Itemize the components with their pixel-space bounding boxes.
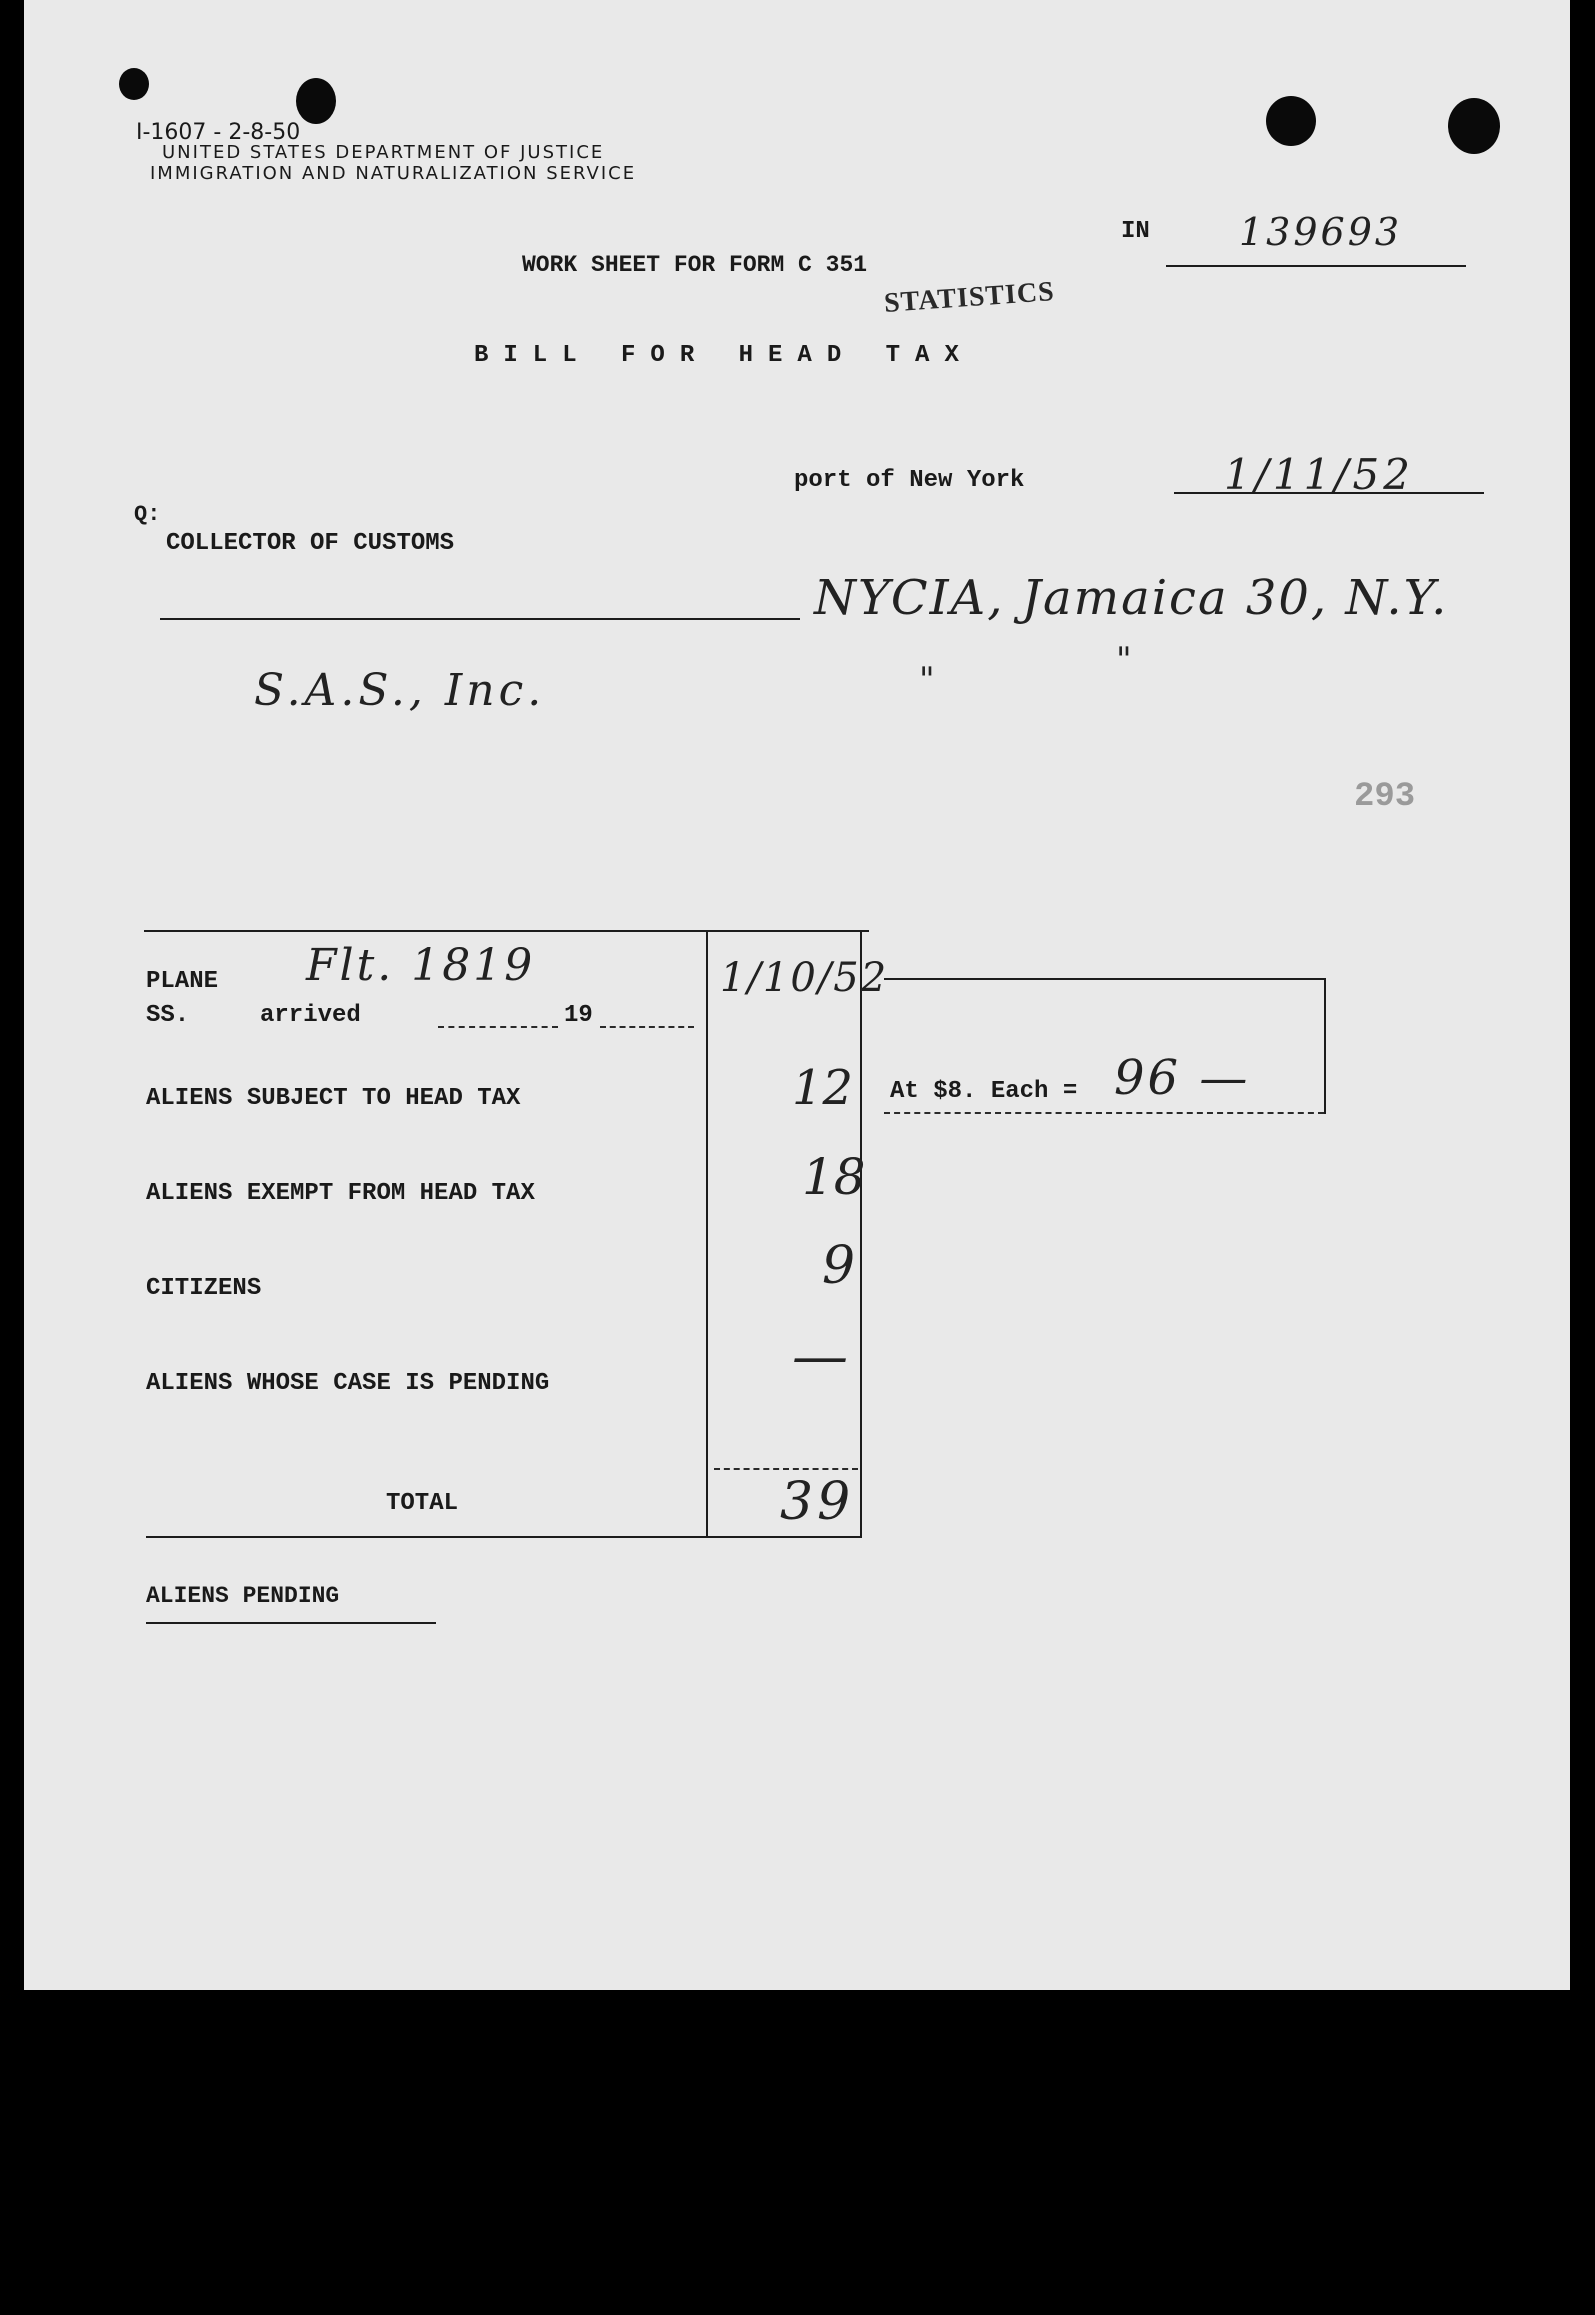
- address-line: [160, 618, 800, 620]
- in-number: 139693: [1239, 210, 1403, 254]
- in-underline: [1166, 265, 1466, 267]
- date-underline: [1174, 492, 1484, 494]
- year-blank: [600, 1026, 694, 1028]
- arrived-label: arrived: [260, 1002, 361, 1029]
- total-value: 39: [780, 1472, 855, 1532]
- punch-hole-right-2: [1448, 98, 1500, 154]
- page-number: 293: [1354, 778, 1416, 816]
- row-label-exempt: ALIENS EXEMPT FROM HEAD TAX: [146, 1180, 535, 1207]
- punch-hole-left-1: [119, 68, 149, 100]
- ditto-mark-1: ": [919, 660, 935, 700]
- plane-label: PLANE: [146, 968, 219, 995]
- row-label-subject: ALIENS SUBJECT TO HEAD TAX: [146, 1085, 521, 1112]
- to-label: Q:: [134, 502, 161, 527]
- port-label: port of New York: [794, 467, 1025, 494]
- total-separator: [714, 1468, 858, 1470]
- form-code: I-1607 - 2-8-50: [136, 120, 301, 145]
- arrived-blank: [438, 1026, 558, 1028]
- bill-date: 1/11/52: [1224, 450, 1414, 499]
- ss-label: SS.: [146, 1002, 190, 1029]
- tax-box-right: [1324, 978, 1326, 1114]
- collector-name: COLLECTOR OF CUSTOMS: [166, 530, 455, 557]
- tax-amount: 96 —: [1114, 1050, 1251, 1106]
- row-value-citizens: 9: [822, 1236, 856, 1296]
- row-value-exempt: 18: [802, 1148, 866, 1206]
- tax-box-top: [884, 978, 1324, 980]
- tax-box-bottom: [884, 1112, 1324, 1114]
- address-handwritten: NYCIA, Jamaica 30, N.Y.: [814, 570, 1449, 626]
- document-page: [24, 0, 1570, 1990]
- total-label: TOTAL: [386, 1490, 459, 1517]
- arrival-date: 1/10/52: [720, 955, 889, 1001]
- row-value-pending: —: [792, 1324, 848, 1389]
- punch-hole-right-1: [1266, 96, 1316, 146]
- in-label: IN: [1121, 218, 1150, 245]
- aliens-pending-underline: [146, 1622, 436, 1624]
- flight-number: Flt. 1819: [306, 940, 536, 991]
- row-label-citizens: CITIZENS: [146, 1275, 262, 1302]
- row-label-pending: ALIENS WHOSE CASE IS PENDING: [146, 1370, 550, 1397]
- bill-subtitle: BILL FOR HEAD TAX: [474, 342, 974, 369]
- table-top-border: [144, 930, 869, 932]
- ditto-mark-2: ": [1116, 640, 1132, 680]
- form-title: WORK SHEET FOR FORM C 351: [522, 252, 868, 278]
- table-divider: [706, 930, 708, 1536]
- service-name: IMMIGRATION AND NATURALIZATION SERVICE: [150, 163, 637, 184]
- tax-rate-label: At $8. Each =: [890, 1078, 1078, 1105]
- table-right-border: [860, 930, 862, 1536]
- aliens-pending-label: ALIENS PENDING: [146, 1583, 340, 1609]
- punch-hole-left-2: [296, 78, 336, 124]
- table-bottom-border: [146, 1536, 862, 1538]
- company-handwritten: S.A.S., Inc.: [254, 665, 546, 716]
- arrived-year-prefix: 19: [564, 1002, 593, 1029]
- statistics-stamp: STATISTICS: [883, 276, 1056, 319]
- agency-name: UNITED STATES DEPARTMENT OF JUSTICE: [162, 142, 605, 163]
- row-value-subject: 12: [792, 1060, 854, 1116]
